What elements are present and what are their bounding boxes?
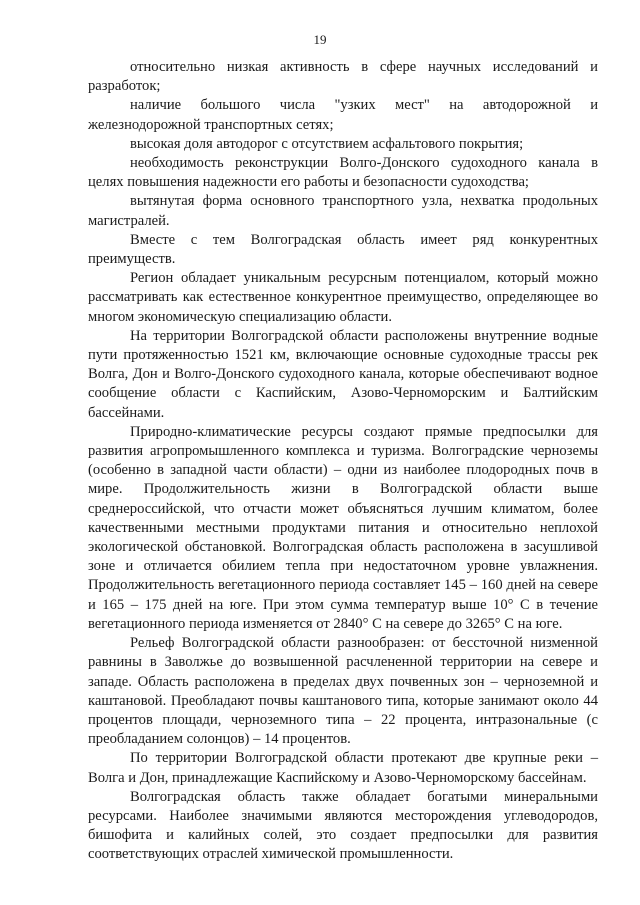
paragraph: Вместе с тем Волгоградская область имеет ряд конкурентных преимуществ. bbox=[88, 231, 598, 268]
paragraph: По территории Волгоградской области протекают две крупные реки – Волга и Дон, принадлежащие Каспийскому и Азово-Черноморскому бассейнам. bbox=[88, 750, 598, 786]
paragraph: Природно-климатические ресурсы создают прямые предпосылки для развития агропромышленного комплекса и туризма. Волгоградские черноземы (особенно в западной части области) – одни из наиболее плодородных почв в мире. Продолжительность жизни в Волгоградской области выше среднероссийской, что отчасти может объясняться лучшим климатом, более качественными местными продуктами питания и относительно неплохой экологической обстановкой. Волгоградская область расположена в засушливой зоне и отличается обилием тепла при недостаточном уровне увлажнения. Продолжительность вегетационного периода составляет 145 – 160 дней на севере и 165 – 175 дней на юге. При этом сумма температур выше 10° С в течение вегетационного периода изменяется от 2840° С на севере до 3265° С на юге. bbox=[88, 423, 598, 632]
document-body bbox=[88, 58, 598, 865]
paragraph: наличие большого числа "узких мест" на автодорожной и железнодорожной транспортных сетях; bbox=[88, 97, 598, 133]
paragraph: относительно низкая активность в сфере научных исследований и разработок; bbox=[88, 59, 598, 95]
page-number: 19 bbox=[313, 32, 327, 47]
paragraph: вытянутая форма основного транспортного узла, нехватка продольных магистралей. bbox=[88, 193, 598, 229]
paragraph: Волгоградская область также обладает богатыми минеральными ресурсами. Наиболее значимыми являются месторождения углеводородов, бишофита и калийных солей, это создает предпосылки для развития соответствующих отраслей химической промышленности. bbox=[88, 788, 598, 863]
paragraph: высокая доля автодорог с отсутствием асфальтового покрытия; bbox=[130, 135, 524, 152]
paragraph: Регион обладает уникальным ресурсным потенциалом, который можно рассматривать как естественное конкурентное преимущество, определяющее во многом экономическую специализацию области. bbox=[88, 270, 598, 325]
paragraph: Рельеф Волгоградской области разнообразен: от бессточной низменной равнины в Заволжье до возвышенной расчлененной территории на севере и западе. Область расположена в пределах двух почвенных зон – черноземной и каштановой. Преобладают почвы каштанового типа, которые занимают около 44 процентов площади, черноземного типа – 22 процента, интразональные (с преобладанием солонцов) – 14 процентов. bbox=[88, 635, 598, 748]
paragraph: На территории Волгоградской области расположены внутренние водные пути протяженностью 1521 км, включающие основные судоходные трассы рек Волга, Дон и Волго-Донского судоходного канала, которые обеспечивают водное сообщение области с Каспийским, Азово-Черноморским и Балтийским бассейнами. bbox=[88, 327, 598, 421]
paragraph: необходимость реконструкции Волго-Донского судоходного канала в целях повышения надежности его работы и безопасности судоходства; bbox=[88, 155, 598, 191]
